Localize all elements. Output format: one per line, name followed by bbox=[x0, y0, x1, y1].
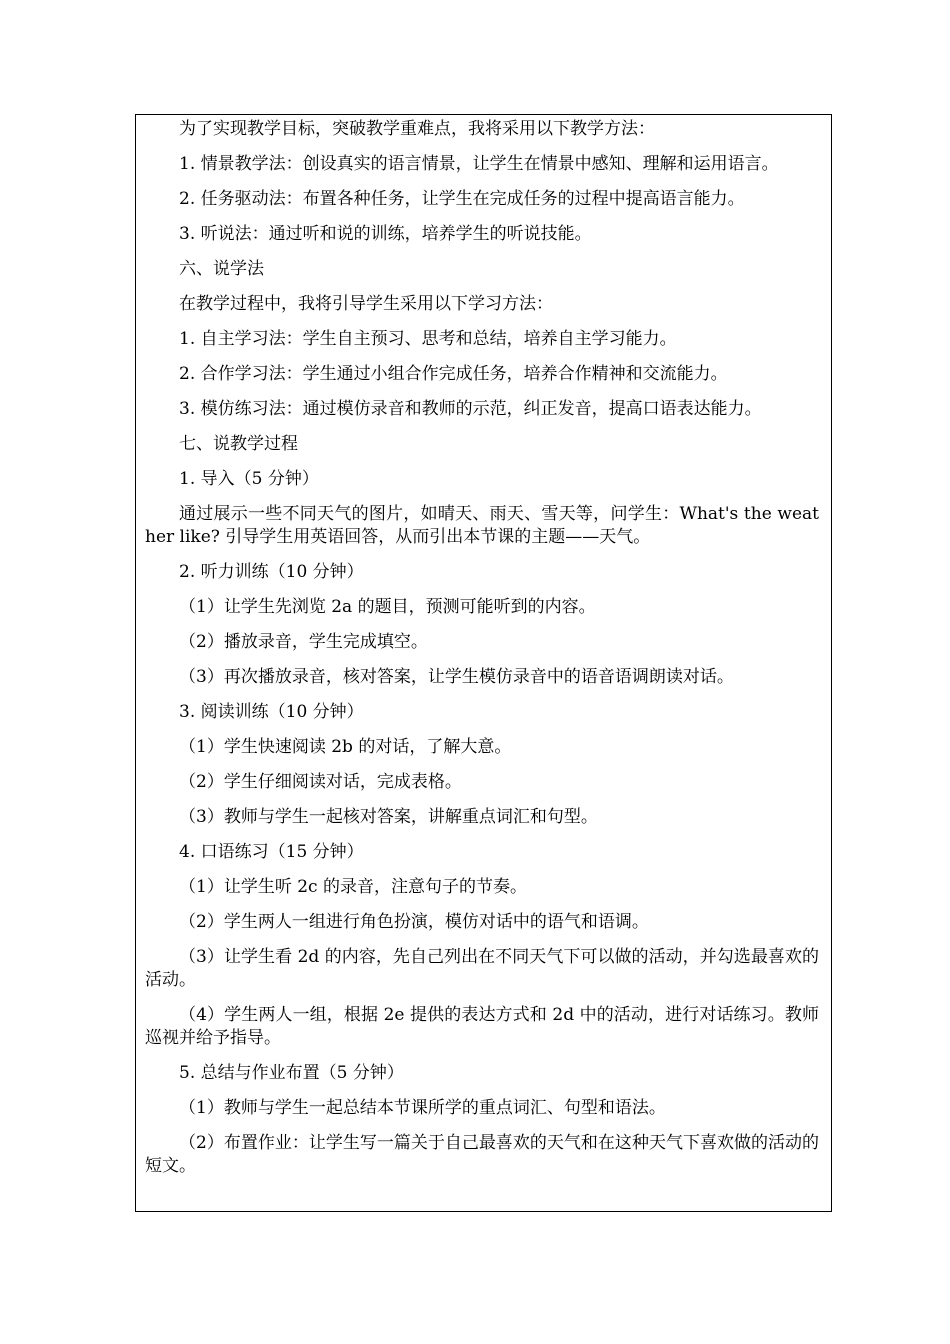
section-heading: 七、说教学过程 bbox=[179, 434, 298, 454]
paragraph: 1. 自主学习法：学生自主预习、思考和总结，培养自主学习能力。 bbox=[179, 329, 677, 349]
list-item: （2）学生两人一组进行角色扮演，模仿对话中的语气和语调。 bbox=[179, 912, 649, 932]
paragraph: 2. 任务驱动法：布置各种任务，让学生在完成任务的过程中提高语言能力。 bbox=[179, 189, 745, 209]
subsection-heading: 4. 口语练习（15 分钟） bbox=[179, 842, 364, 862]
paragraph: 通过展示一些不同天气的图片，如晴天、雨天、雪天等，问学生：What's the weather like? 引导学生用英语回答，从而引出本节课的主题——天气。 bbox=[145, 504, 819, 547]
subsection-heading: 2. 听力训练（10 分钟） bbox=[179, 562, 364, 582]
list-item: （2）播放录音，学生完成填空。 bbox=[179, 632, 428, 652]
document-table-cell bbox=[135, 114, 832, 1212]
list-item: （4）学生两人一组，根据 2e 提供的表达方式和 2d 中的活动，进行对话练习。教师巡视并给予指导。 bbox=[145, 1005, 819, 1048]
paragraph: 在教学过程中，我将引导学生采用以下学习方法： bbox=[179, 294, 553, 314]
paragraph: 为了实现教学目标，突破教学重难点，我将采用以下教学方法： bbox=[179, 119, 655, 139]
list-item: （1）教师与学生一起总结本节课所学的重点词汇、句型和语法。 bbox=[179, 1098, 666, 1118]
list-item: （2）学生仔细阅读对话，完成表格。 bbox=[179, 772, 462, 792]
paragraph: 3. 模仿练习法：通过模仿录音和教师的示范，纠正发音，提高口语表达能力。 bbox=[179, 399, 762, 419]
paragraph: 2. 合作学习法：学生通过小组合作完成任务，培养合作精神和交流能力。 bbox=[179, 364, 728, 384]
list-item: （2）布置作业：让学生写一篇关于自己最喜欢的天气和在这种天气下喜欢做的活动的短文。 bbox=[145, 1133, 819, 1176]
paragraph: 3. 听说法：通过听和说的训练，培养学生的听说技能。 bbox=[179, 224, 592, 244]
list-item: （3）教师与学生一起核对答案，讲解重点词汇和句型。 bbox=[179, 807, 598, 827]
list-item: （1）让学生先浏览 2a 的题目，预测可能听到的内容。 bbox=[179, 597, 596, 617]
list-item: （1）让学生听 2c 的录音，注意句子的节奏。 bbox=[179, 877, 527, 897]
list-item: （1）学生快速阅读 2b 的对话，了解大意。 bbox=[179, 737, 512, 757]
subsection-heading: 3. 阅读训练（10 分钟） bbox=[179, 702, 364, 722]
subsection-heading: 1. 导入（5 分钟） bbox=[179, 469, 319, 489]
section-heading: 六、说学法 bbox=[179, 259, 264, 279]
list-item: （3）让学生看 2d 的内容，先自己列出在不同天气下可以做的活动，并勾选最喜欢的活动。 bbox=[145, 947, 819, 990]
list-item: （3）再次播放录音，核对答案，让学生模仿录音中的语音语调朗读对话。 bbox=[179, 667, 734, 687]
subsection-heading: 5. 总结与作业布置（5 分钟） bbox=[179, 1063, 404, 1083]
paragraph: 1. 情景教学法：创设真实的语言情景，让学生在情景中感知、理解和运用语言。 bbox=[179, 154, 779, 174]
